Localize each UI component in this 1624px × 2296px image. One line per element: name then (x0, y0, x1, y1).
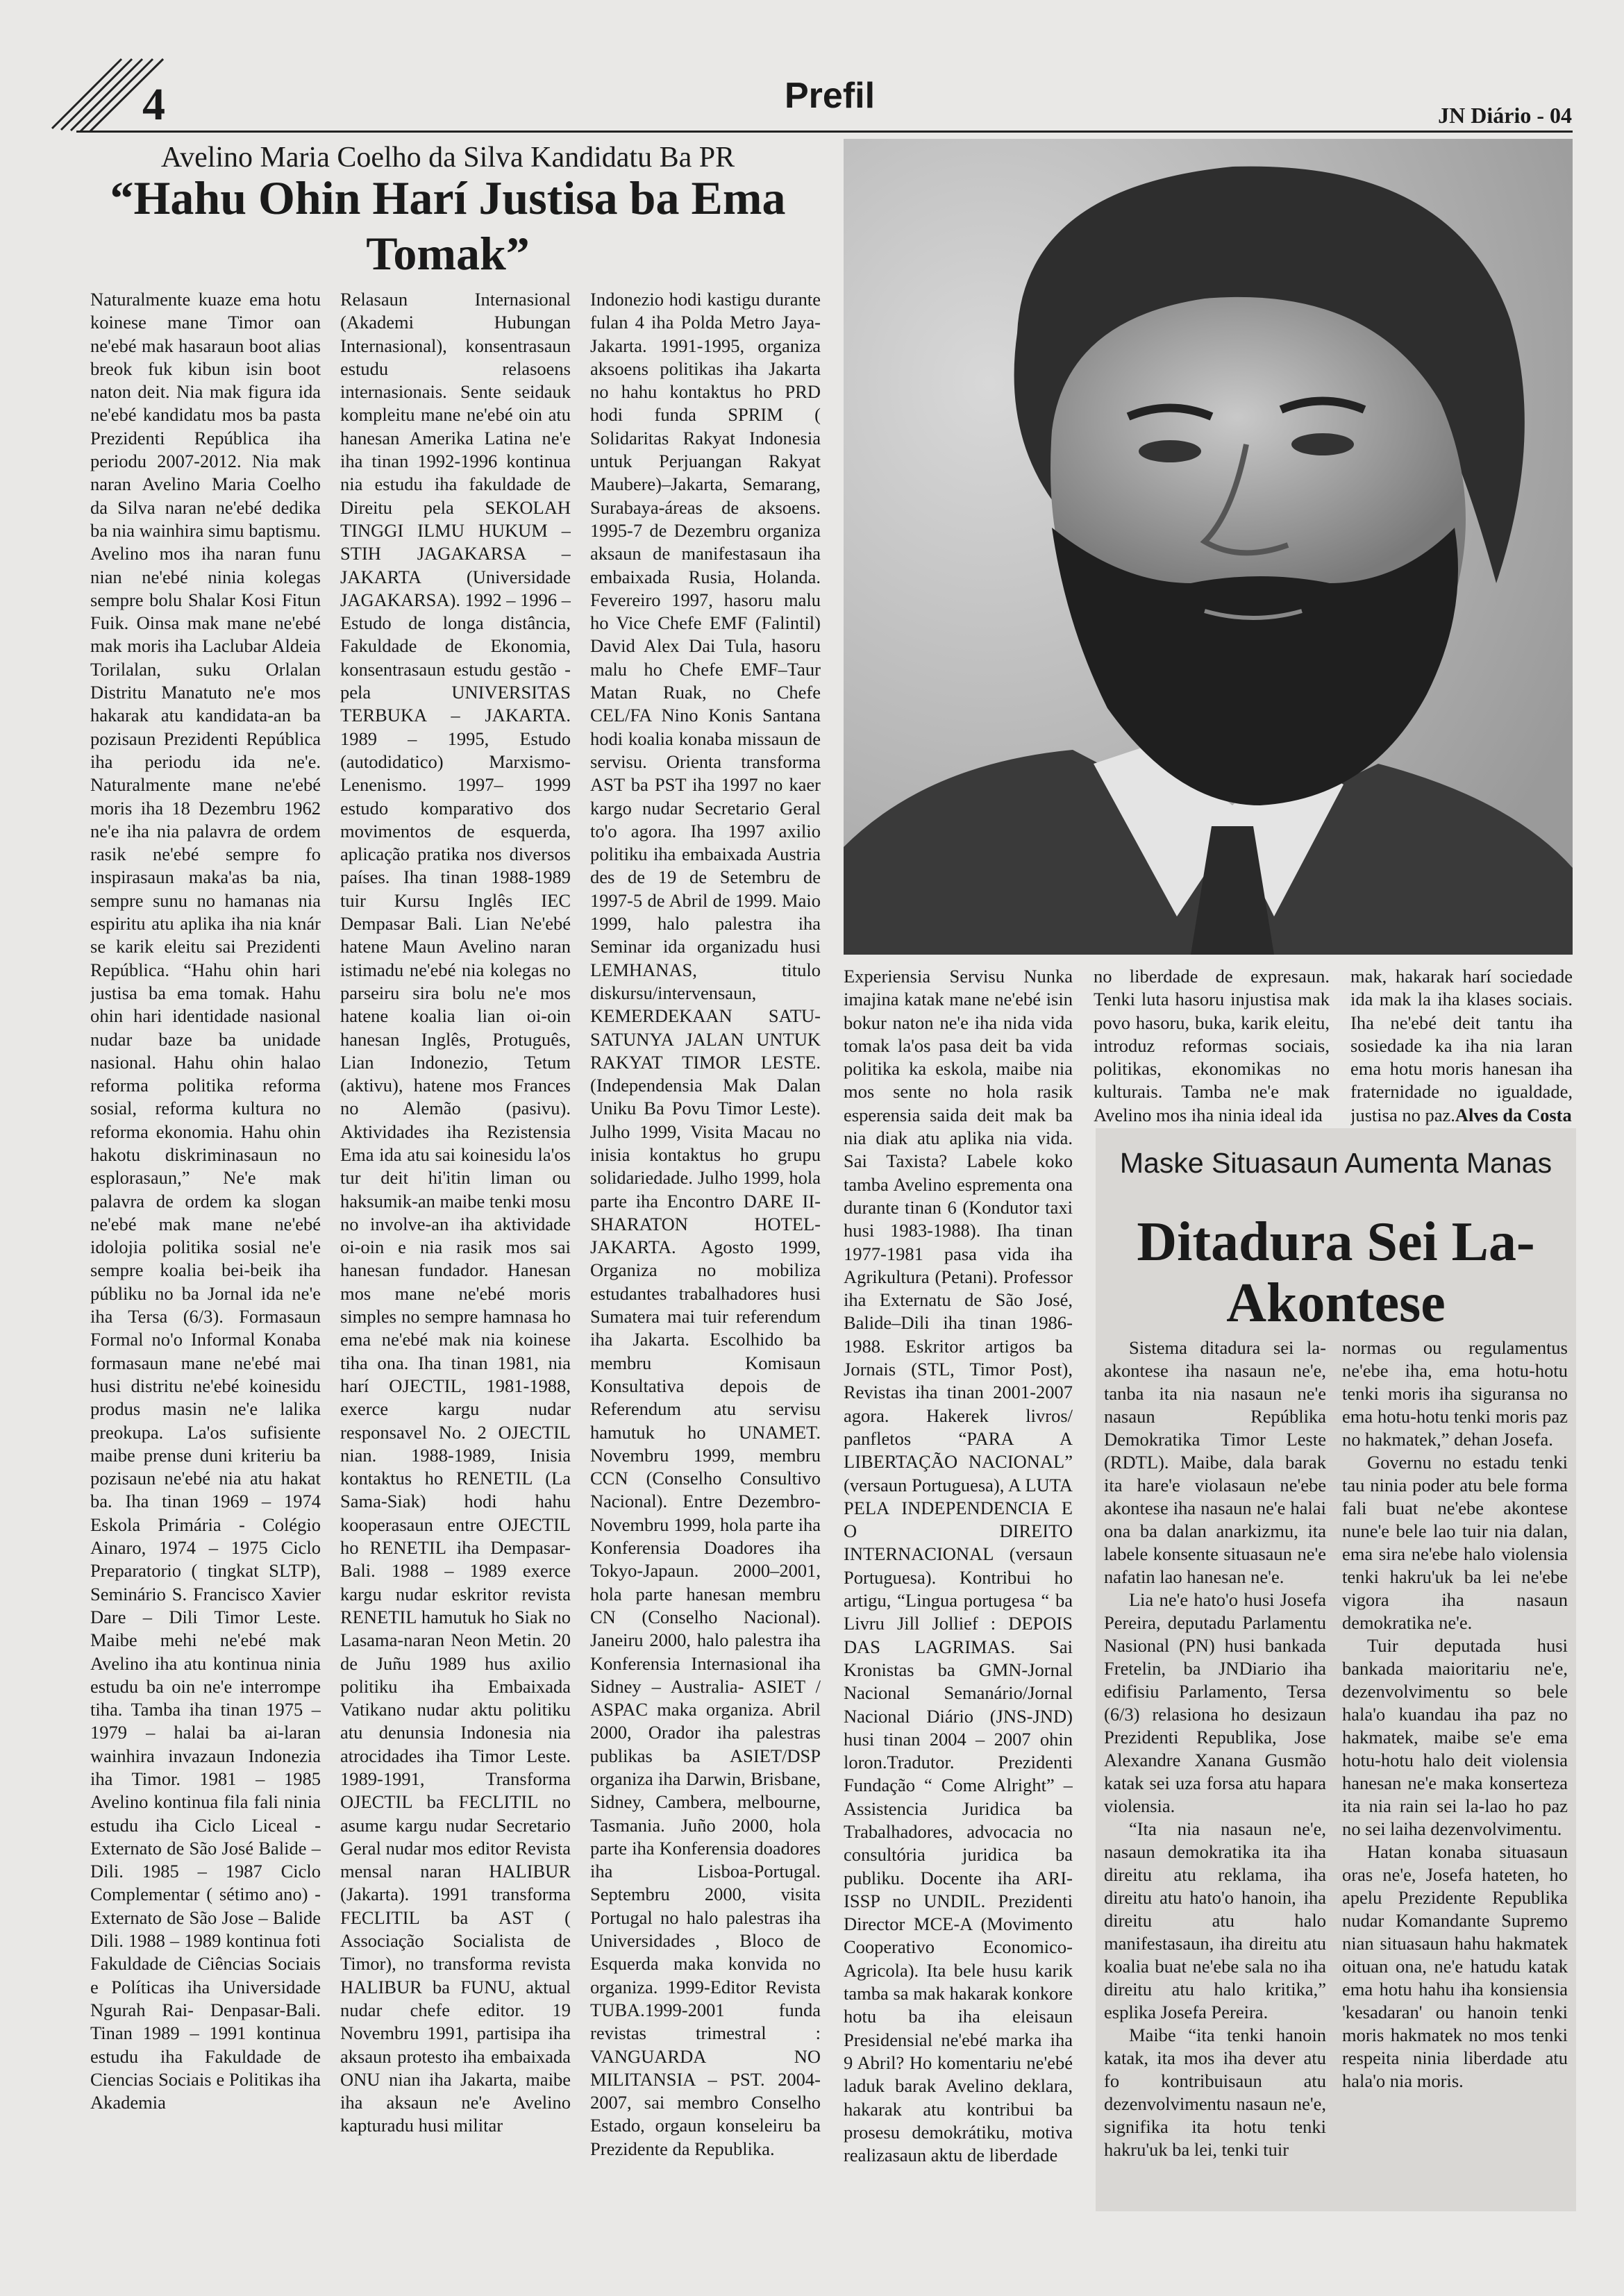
article-author: Alves da Costa (1455, 1104, 1572, 1125)
header-rule (76, 131, 1573, 133)
article-column-3: Indonezio hodi kastigu durante fulan 4 iha Polda Metro Jaya-Jakarta. 1991-1995, organiza aksoens politikas iha Jakarta no hahu kontaktus ho PRD hodi funda SPRIM ( Solidaritas Rakyat Indonesia untuk Perjuangan Rakyat Maubere)–Jakarta, Semarang, Surabaya-áreas de aksoens. 1995-7 de Dezembru organiza aksaun de manifestasaun iha embaixada Rusia, Holanda. Fevereiro 1997, hasoru malu ho Vice Chefe EMF (Falintil) David Alex Dai Tula, hasoru malu ho Chefe EMF–Taur Matan Ruak, no Chefe CEL/FA Nino Konis Santana hodi koalia konaba missaun de servisu. Orienta transforma AST ba PST iha 1997 no kaer kargo nudar Secretario Geral to'o agora. Iha 1997 axilio politiku iha embaixada Austria des de 19 de Setembru de 1997-5 de Abril de 1999. Maio 1999, halo palestra iha Seminar ida organizadu husi LEMHANAS, titulo diskursu/intervensaun, KEMERDEKAAN SATU-SATUNYA JALAN UNTUK RAKYAT TIMOR LESTE. (Independensia Mak Dalan Uniku Ba Povu Timor Leste). Julho 1999, Visita Macau no inisia kontaktus ho grupu solidariedade. Julho 1999, hola parte iha Encontro DARE II-SHARATON HOTEL-JAKARTA. Agosto 1999, Organiza no mobiliza estudantes trabalhadores husi Sumatera mai tuir referendum iha Jakarta. Escolhido ba membru Komisaun Konsultativa depois de Referendum atu servisu hamutuk ho UNAMET. Novembru 1999, membru CCN (Conselho Consultivo Nacional). Entre Dezembro-Novembru 1999, hola parte iha Konferensia Doadores iha Tokyo-Japaun. 2000–2001, hola parte hanesan membru CN (Conselho Nacional). Janeiru 2000, halo palestra iha Konferensia Internasional iha Sidney – Australia- ASIET / ASPAC maka organiza. Abril 2000, Orador iha palestras publikas ba ASIET/DSP organiza iha Darwin, Brisbane, Sidney, Cambera, melbourne, Tasmania. Juño 2000, hola parte iha Konferensia doadores iha Lisboa-Portugal. Septembru 2000, visita Portugal no halo palestras iha Universidades , Bloco de Esquerda maka konvida no organiza. 1999-Editor Revista TUBA.1999-2001 funda revistas trimestral : VANGUARDA NO MILITANSIA – PST. 2004-2007, sai membro Conselho Estado, orgaun konseleiru ba Prezidente da Republika. (590, 289, 821, 2159)
article-column-6 (1350, 965, 1573, 1132)
section-title: Prefil (785, 76, 876, 116)
article-closing-text: mak, hakarak harí sociedade ida mak la iha klases sociais. Iha ne'ebé deit tantu iha sosiedade ka iha nia laran ema hotu moris hanesan iha fraternidade no igualdade, justisa no paz. (1350, 966, 1573, 1125)
article-kicker: Avelino Maria Coelho da Silva Kandidatu Ba PR (160, 142, 735, 174)
sidebar-headline: Ditadura Sei La-Akontese (1137, 1212, 1535, 1334)
portrait-photo-icon (844, 139, 1573, 955)
page-number: 4 (142, 79, 165, 130)
article-headline: “Hahu Ohin Harí Justisa ba Ema Tomak” (110, 171, 786, 280)
sidebar-kicker: Maske Situasaun Aumenta Manas (1119, 1147, 1552, 1179)
article-column-2: Relasaun Internasional (Akademi Hubungan Internasional), konsentrasaun estudu relasoens internasionais. Sente seidauk kompleitu mane ne'ebé oin atu hanesan Amerika Latina ne'e iha tinan 1992-1996 kontinua nia estudu iha fakuldade de Direitu pela SEKOLAH TINGGI ILMU HUKUM – STIH JAGAKARSA – JAKARTA (Universidade JAGAKARSA). 1992 – 1996 – Estudo de longa distância, Fakuldade de Ekonomia, konsentrasaun estudu gestão - pela UNIVERSITAS TERBUKA – JAKARTA. 1989 – 1995, Estudo (autodidatico) Marxismo-Lenenismo. 1997– 1999 estudo komparativo dos movimentos de esquerda, aplicação pratika nos diversos países. Iha tinan 1988-1989 tuir Kursu Inglês IEC Dempasar Bali. Lian Ne'ebé hatene Maun Avelino naran istimadu ne'ebé nia kolegas no parseiru sira bolu ne'e mos hatene koalia lian oi-oin hanesan Inglês, Protuguês, Lian Indonezio, Tetum (aktivu), hatene mos Frances no Alemão (pasivu). Aktividades iha Rezistensia Ema ida atu sai koinesidu la'os tur deit hi'itin liman ou haksumik-an maibe tenki mosu no involve-an iha aktividade oi-oin e nia rasik mos sai hanesan fundador. Hanesan mos mane ne'ebé moris simples no sempre hamnasa ho ema ne'ebé mak nia koinese tiha ona. Iha tinan 1981, nia harí OJECTIL, 1981-1988, exerce kargu nudar responsavel No. 2 OJECTIL nian. 1988-1989, Inisia kontaktus ho RENETIL (La Sama-Siak) hodi hahu kooperasaun entre OJECTIL ho RENETIL iha Dempasar-Bali. 1988 – 1989 exerce kargu nudar eskritor revista RENETIL hamutuk ho Siak no Lasama-naran Neon Metin. 20 de Juñu 1989 hus axilio politiku iha Embaixada Vatikano nudar aktu politiku atu denunsia Indonesia nia atrocidades iha Timor Leste. 1989-1991, Transforma OJECTIL ba FECLITIL no asume kargu nudar Secretario Geral nudar mos editor Revista mensal naran HALIBUR (Jakarta). 1991 transforma FECLITIL ba AST ( Associação Socialista de Timor), no transforma revista HALIBUR ba FUNU, aktual nudar chefe editor. 19 Novembru 1991, partisipa iha aksaun protesto iha embaixada ONU nian iha Jakarta, maibe iha aksaun ne'e Avelino kapturadu husi militar (340, 289, 571, 2136)
sidebar-column-1: Sistema ditadura sei la-akontese iha nasaun ne'e, tanba ita nia nasaun ne'e nasaun Repúblika Demokratika Timor Leste (RDTL). Maibe, dala barak ita hare'e violasaun ne'ebe akontese iha nasaun ne'e halai ona ba dalan anarkizmu, ita labele konsente situasaun ne'e nafatin lao hanesan ne'e. Lia ne'e hato'o husi Josefa Pereira, deputadu Parlamentu Nasional (PN) husi bankada Fretelin, ba JNDiario iha edifisiu Parlamento, Tersa (6/3) relasiona ho desizaun Prezidenti Republika, Jose Alexandre Xanana Gusmão katak sei uza forsa atu hapara violensia. “Ita nia nasaun ne'e, nasaun demokratika ita iha direitu atu reklama, iha direitu atu hato'o hanoin, iha direitu atu halo manifestasaun, iha direitu atu koalia buat ne'ebe sala no iha direitu atu halo kritika,” esplika Josefa Pereira. Maibe “ita tenki hanoin katak, ita mos iha dever atu fo kontribuisaun atu dezenvolvimentu nasaun ne'e, signifika ita hotu tenki hakru'uk ba lei, tenki tuir (1104, 1337, 1326, 2160)
article-column-4: Experiensia Servisu Nunka imajina katak mane ne'ebé isin bokur naton ne'e iha nida vida tomak la'os pasa deit ba vida politika ka eskola, maibe nia mos sente no hola rasik esperensia saida deit mak ba nia diak atu aplika nia vida. Sai Taxista? Labele koko tamba Avelino esprementa ona durante tinan 6 (Kondutor taxi husi 1983-1988). Iha tinan 1977-1981 pasa vida iha Agrikultura (Petani). Professor iha Externatu de São José, Balide–Dili iha tinan 1986-1988. Eskritor artigos ba Jornais (STL, Timor Post), Revistas iha tinan 2001-2007 agora. Hakerek livros/ panfletos “PARA A LIBERTAÇÃO NACIONAL” (versaun Portuguesa), A LUTA PELA INDEPENDENCIA E O DIREITO INTERNACIONAL (versaun Portuguesa). Kontribui ho artigu, “Lingua portugesa “ ba Livru Jill Jollief : DEPOIS DAS LAGRIMAS. Sai Kronistas ba GMN-Jornal Nacional Semanário/Jornal Nacional Diário (JNS-JND) husi tinan 2004 – 2007 ohin loron.Tradutor. Prezidenti Fundação “ Come Alright” – Assistencia Juridica ba Trabalhadores, advocacia no consultória juridica ba publiku. Docente iha ARI-ISSP no UNDIL. Prezidenti Director MCE-A (Movimento Cooperativo Economico-Agricola). Ita bele husu karik tamba sa mak hakarak konkore hotu ba iha eleisaun Presidensial ne'ebé marka iha 9 Abril? Ho komentariu ne'ebé laduk barak Avelino deklara, hakarak atu kontribui ba prosesu demokrátiku, motiva realizasaun aktu de liberdade (844, 966, 1073, 2166)
newspaper-source: JN Diário - 04 (1438, 103, 1572, 128)
sidebar-article (1096, 1128, 1576, 2211)
article-column-1: Naturalmente kuaze ema hotu koinese mane Timor oan ne'ebé mak hasaraun boot alias breok fuk kibun isin boot naton deit. Nia mak figura ida ne'ebé kandidatu mos ba pasta Prezidenti República iha periodu 2007-2012. Nia mak naran Avelino Maria Coelho da Silva naran ne'ebé dedika ba nia wainhira simu baptismu. Avelino mos iha naran funu nian ne'ebé ninia kolegas sempre bolu Shalar Kosi Fitun Fuik. Oinsa mak mane ne'ebé mak moris iha Laclubar Aldeia Torilalan, suku Orlalan Distritu Manatuto ne'e mos hakarak atu kandidata-an ba pozisaun Prezidenti República iha periodu ida ne'e. Naturalmente mane ne'ebé moris iha 18 Dezembru 1962 ne'e iha nia palavra de ordem rasik ne'ebé sempre fo inspirasaun maka'as ba nia, sempre sunu no hamanas nia espiritu atu aplika iha nia knár se karik eleitu sai Prezidenti República. “Hahu ohin hari justisa ba ema tomak. Hahu ohin hari identidade nasional nudar baze ba unidade nasional. Hahu ohin halao reforma politika reforma sosial, reforma kultura no reforma ekonomia. Hahu ohin hakotu diskriminasaun no esplorasaun,” Ne'e mak palavra de ordem ka slogan ne'ebé mak mane ne'ebé idolojia politika sosial ne'e sempre koalia bei-beik iha públiku no ba Jornal ida ne'e iha Tersa (6/3). Formasaun Formal no'o Informal Konaba formasaun mane ne'ebé mai husi distritu ne'ebé koinesidu produs masin ne'e lalika preokupa. La'os sufisiente maibe prense duni kriteriu ba pozisaun ne'ebé nia atu hakat ba. Iha tinan 1969 – 1974 Eskola Primária - Colégio Ainaro, 1974 – 1975 Ciclo Preparatorio ( tingkat SLTP), Seminário S. Francisco Xavier Dare – Dili Timor Leste. Maibe mehi ne'ebé mak Avelino iha atu kontinua ninia estudu ba oin ne'e interrompe tiha. Tamba iha tinan 1975 – 1979 – halai ba ai-laran wainhira invazaun Indonezia iha Timor. 1981 – 1985 Avelino kontinua fila fali ninia estudu iha Ciclo Liceal - Externato de São José Balide – Dili. 1985 – 1987 Ciclo Complementar ( sétimo ano) - Externato de São Jose – Balide Dili. 1988 – 1989 kontinua foti Fakuldade de Ciências Sociais e Políticas iha Universidade Ngurah Rai- Denpasar-Bali. Tinan 1989 – 1991 kontinua estudu iha Fakuldade de Ciencias Sociais e Politikas iha Akademia (90, 289, 321, 2113)
sidebar-column-2: normas ou regulamentus ne'ebe iha, ema hotu-hotu tenki moris iha siguransa no ema hotu-hotu tenki moris paz no hakmatek,” dehan Josefa. Governu no estadu tenki tau ninia poder atu bele forma fali buat ne'ebe akontese nune'e bele lao tuir nia dalan, ema sira ne'ebe halo violensia tenki hakru'uk ba lei ne'ebe vigora iha nasaun demokratika ne'e. Tuir deputada husi bankada maioritariu ne'e, dezenvolvimentu so bele hala'o kuandau iha paz no hakmatek, maibe se'e ema hotu-hotu halo deit violensia hanesan ne'e maka konserteza ita nia rain sei la-lao ho paz no sei laiha dezenvolvimentu. Hatan konaba situasaun oras ne'e, Josefa hateten, ho apelu Prezidente Republika nudar Komandante Supremo nian situasaun hahu hakmatek oituan ona, ne'e hatudu katak ema hotu hahu iha konsiensia 'kesadaran' ou hanoin tenki moris hakmatek no mos tenki respeita ninia liberdade atu hala'o nia moris. (1342, 1337, 1568, 2091)
article-column-5: no liberdade de expresaun. Tenki luta hasoru injustisa mak povo hasoru, buka, karik eleitu, introduz reformas sociais, politikas, ekonomikas no kulturais. Tamba ne'e mak Avelino mos iha ninia ideal ida (1094, 966, 1330, 1125)
